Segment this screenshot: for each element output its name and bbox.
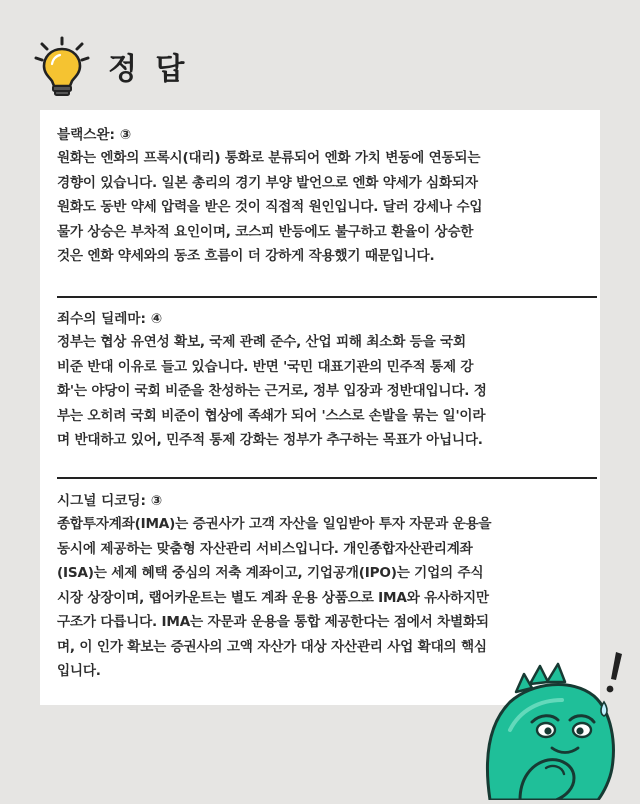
- body-line: 종합투자계좌(IMA)는 증권사가 고객 자산을 일임받아 투자 자문과 운용을: [57, 516, 492, 532]
- body-line: 비준 반대 이유로 들고 있습니다. 반면 '국민 대표기관의 민주적 통제 강: [57, 358, 474, 375]
- section-title: 블랙스완: ③: [57, 127, 132, 143]
- dinosaur-mascot-icon: [470, 640, 640, 800]
- body-line: 며 반대하고 있어, 민주적 통제 강화는 정부가 추구하는 목표가 아닙니다.: [57, 432, 483, 448]
- body-line: 경향이 있습니다. 일본 총리의 경기 부양 발언으로 엔화 약세가 심화되자: [57, 174, 478, 191]
- answer-section-black-swan: [57, 124, 589, 269]
- body-line: 물가 상승은 부차적 요인이며, 코스피 반등에도 불구하고 환율이 상승한: [57, 223, 474, 240]
- body-line: 것은 엔화 약세와의 동조 흐름이 더 강하게 작용했기 때문입니다.: [57, 248, 435, 264]
- body-line: 며, 이 인가 확보는 증권사의 고액 자산가 대상 자산관리 사업 확대의 핵심: [57, 638, 487, 655]
- lightbulb-icon: [28, 36, 104, 100]
- body-line: 원화는 엔화의 프록시(대리) 통화로 분류되어 엔화 가치 변동에 연동되는: [57, 150, 481, 166]
- body-line: 정부는 협상 유연성 확보, 국제 관례 준수, 산업 피해 최소화 등을 국회: [57, 334, 466, 350]
- section-title: 죄수의 딜레마: ④: [57, 311, 163, 327]
- section-body: [57, 146, 589, 269]
- body-line: 시장 상장이며, 랩어카운트는 별도 계좌 운용 상품으로 IMA와 유사하지만: [57, 589, 489, 606]
- body-line: 원화도 동반 약세 압력을 받은 것이 직접적 원인입니다. 달러 강세나 수입: [57, 199, 483, 215]
- body-line: 구조가 다릅니다. IMA는 자문과 운용을 통합 제공한다는 점에서 차별화되: [57, 614, 489, 630]
- body-line: 부는 오히려 국회 비준이 협상에 족쇄가 되어 '스스로 손발을 묶는 일'이라: [57, 407, 486, 424]
- section-body: [57, 330, 589, 453]
- body-line: (ISA)는 세제 혜택 중심의 저축 계좌이고, 기업공개(IPO)는 기업의 주식: [57, 565, 484, 581]
- page-title: 정 답: [108, 52, 189, 87]
- section-title: 시그널 디코딩: ③: [57, 493, 163, 509]
- section-divider: [57, 477, 597, 479]
- section-divider: [57, 296, 597, 298]
- body-line: 동시에 제공하는 맞춤형 자산관리 서비스입니다. 개인종합자산관리계좌: [57, 540, 473, 557]
- answer-section-prisoners-dilemma: [57, 308, 589, 453]
- body-line: 입니다.: [57, 663, 101, 679]
- body-line: 화'는 야당이 국회 비준을 찬성하는 근거로, 정부 입장과 정반대입니다. 정: [57, 383, 487, 399]
- answer-card: [40, 110, 600, 705]
- page-header: [28, 36, 188, 100]
